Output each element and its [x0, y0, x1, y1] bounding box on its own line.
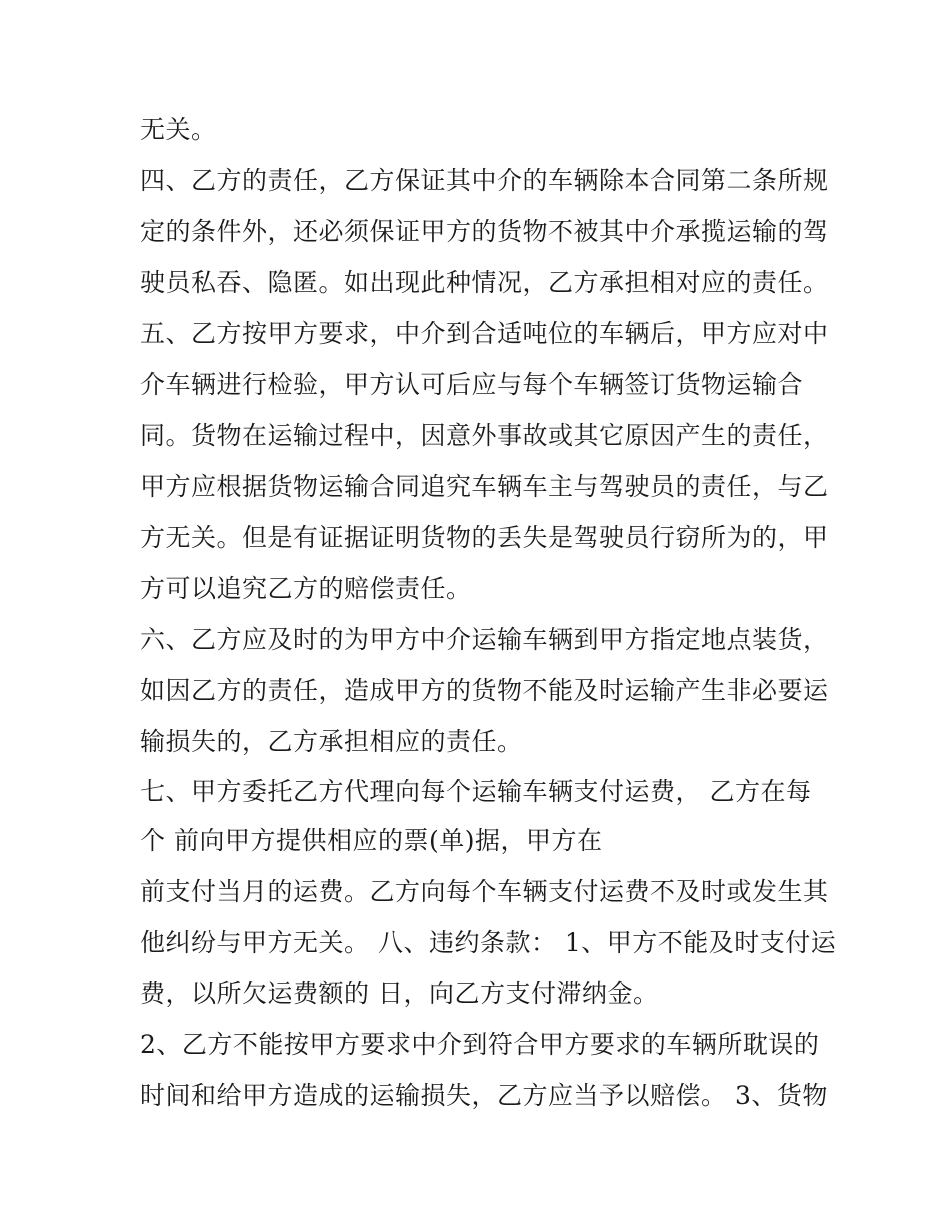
- text-line-3: 定的条件外，还必须保证甲方的货物不被其中介承揽运输的驾: [140, 217, 829, 246]
- text-line-10: 方可以追究乙方的赔偿责任。: [140, 574, 472, 603]
- text-line-5: 五、乙方按甲方要求，中介到合适吨位的车辆后，甲方应对中: [140, 319, 829, 348]
- text-line-20: 时间和给甲方造成的运输损失，乙方应当予以赔偿。 3、货物: [140, 1081, 828, 1110]
- text-line-18: 费，以所欠运费额的 日，向乙方支付滞纳金。: [140, 979, 659, 1008]
- text-line-9: 方无关。但是有证据证明货物的丢失是驾驶员行窃所为的，甲: [140, 523, 829, 552]
- text-line-6: 介车辆进行检验，甲方认可后应与每个车辆签订货物运输合: [140, 370, 804, 399]
- text-line-4: 驶员私吞、隐匿。如出现此种情况，乙方承担相对应的责任。: [140, 268, 829, 297]
- text-line-8: 甲方应根据货物运输合同追究车辆车主与驾驶员的责任，与乙: [140, 472, 829, 501]
- text-line-14: 七、甲方委托乙方代理向每个运输车辆支付运费， 乙方在每: [140, 777, 812, 806]
- text-line-11: 六、乙方应及时的为甲方中介运输车辆到甲方指定地点装货，: [140, 625, 829, 654]
- text-line-19: 2、乙方不能按甲方要求中介到符合甲方要求的车辆所耽误的: [140, 1030, 820, 1059]
- text-line-12: 如因乙方的责任，造成甲方的货物不能及时运输产生非必要运: [140, 676, 829, 705]
- text-line-7: 同。货物在运输过程中，因意外事故或其它原因产生的责任，: [140, 421, 829, 450]
- text-line-1: 无关。: [140, 115, 217, 144]
- text-line-2: 四、乙方的责任，乙方保证其中介的车辆除本合同第二条所规: [140, 166, 829, 195]
- text-line-13: 输损失的，乙方承担相应的责任。: [140, 727, 523, 756]
- text-line-17: 他纠纷与甲方无关。 八、违约条款： 1、甲方不能及时支付运: [140, 928, 837, 957]
- text-line-15: 个 前向甲方提供相应的票(单)据，甲方在: [140, 826, 603, 855]
- text-line-16: 前支付当月的运费。乙方向每个车辆支付运费不及时或发生其: [140, 877, 829, 906]
